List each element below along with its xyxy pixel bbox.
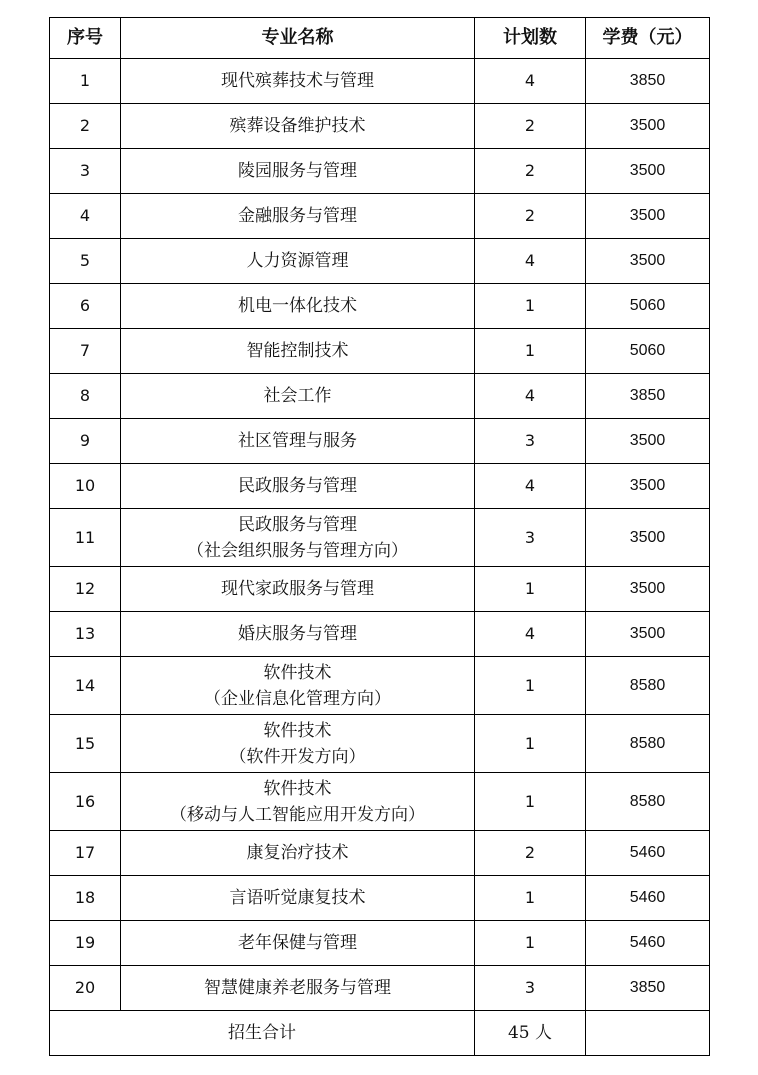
table-row — [50, 329, 710, 374]
tuition-fee: 3500 — [586, 464, 710, 509]
major-name-line: 社会工作 — [263, 386, 332, 406]
major-name — [121, 374, 475, 419]
total-tuition — [586, 1011, 710, 1056]
table-row — [50, 831, 710, 876]
plan-count: 4 — [475, 374, 586, 419]
major-direction-line: （企业信息化管理方向） — [204, 688, 391, 709]
tuition-fee: 5460 — [586, 876, 710, 921]
serial-number: 9 — [50, 419, 121, 464]
plan-count: 1 — [475, 567, 586, 612]
tuition-fee: 8580 — [586, 773, 710, 831]
major-name-line: 智能控制技术 — [246, 341, 349, 361]
table-row — [50, 194, 710, 239]
plan-count: 3 — [475, 509, 586, 567]
major-name-line: 人力资源管理 — [246, 251, 349, 271]
major-name-line: 殡葬设备维护技术 — [229, 116, 366, 136]
major-name — [121, 657, 475, 715]
tuition-fee: 3850 — [586, 966, 710, 1011]
major-name — [121, 509, 475, 567]
major-name-line: 金融服务与管理 — [238, 206, 357, 226]
tuition-fee: 5060 — [586, 329, 710, 374]
serial-number: 6 — [50, 284, 121, 329]
plan-count: 2 — [475, 194, 586, 239]
table-row — [50, 59, 710, 104]
plan-count: 4 — [475, 612, 586, 657]
table-header-row — [50, 18, 710, 59]
header-serial-number: 序号 — [50, 18, 121, 59]
major-name — [121, 59, 475, 104]
major-name-line: 机电一体化技术 — [238, 296, 357, 316]
major-name — [121, 194, 475, 239]
tuition-fee: 8580 — [586, 715, 710, 773]
serial-number: 16 — [50, 773, 121, 831]
major-name — [121, 419, 475, 464]
major-name — [121, 149, 475, 194]
major-name — [121, 284, 475, 329]
plan-count: 3 — [475, 966, 586, 1011]
major-name — [121, 464, 475, 509]
major-name — [121, 831, 475, 876]
tuition-fee: 5460 — [586, 921, 710, 966]
tuition-fee: 5460 — [586, 831, 710, 876]
major-name-line: 智慧健康养老服务与管理 — [204, 978, 391, 998]
serial-number: 3 — [50, 149, 121, 194]
serial-number: 8 — [50, 374, 121, 419]
major-name — [121, 773, 475, 831]
header-plan-count: 计划数 — [475, 18, 586, 59]
table-row — [50, 464, 710, 509]
plan-count: 1 — [475, 329, 586, 374]
table-row — [50, 374, 710, 419]
table-row — [50, 612, 710, 657]
plan-count: 2 — [475, 831, 586, 876]
serial-number: 11 — [50, 509, 121, 567]
plan-count: 1 — [475, 657, 586, 715]
serial-number: 18 — [50, 876, 121, 921]
serial-number: 12 — [50, 567, 121, 612]
plan-count: 4 — [475, 464, 586, 509]
table-row — [50, 966, 710, 1011]
tuition-fee: 3500 — [586, 567, 710, 612]
plan-count: 1 — [475, 876, 586, 921]
table-row — [50, 419, 710, 464]
tuition-fee: 3500 — [586, 149, 710, 194]
tuition-fee: 3500 — [586, 419, 710, 464]
serial-number: 17 — [50, 831, 121, 876]
major-name-line: 老年保健与管理 — [238, 933, 357, 953]
major-name — [121, 329, 475, 374]
header-tuition: 学费（元） — [586, 18, 710, 59]
major-name-line: 民政服务与管理 — [238, 476, 357, 496]
enrollment-plan-table — [49, 17, 710, 1056]
major-direction-line: （软件开发方向） — [229, 746, 366, 767]
tuition-fee: 8580 — [586, 657, 710, 715]
major-name-line: 康复治疗技术 — [246, 843, 349, 863]
major-name-line: 软件技术 — [263, 662, 332, 683]
table-row — [50, 104, 710, 149]
serial-number: 10 — [50, 464, 121, 509]
serial-number: 5 — [50, 239, 121, 284]
major-name — [121, 966, 475, 1011]
serial-number: 4 — [50, 194, 121, 239]
major-name-line: 婚庆服务与管理 — [238, 624, 357, 644]
major-direction-line: （移动与人工智能应用开发方向） — [170, 804, 425, 825]
major-direction-line: （社会组织服务与管理方向） — [187, 540, 408, 561]
serial-number: 1 — [50, 59, 121, 104]
tuition-fee: 3500 — [586, 239, 710, 284]
serial-number: 14 — [50, 657, 121, 715]
serial-number: 7 — [50, 329, 121, 374]
tuition-fee: 3850 — [586, 59, 710, 104]
tuition-fee: 3500 — [586, 194, 710, 239]
major-name — [121, 104, 475, 149]
major-name-line: 现代家政服务与管理 — [221, 579, 374, 599]
major-name-line: 社区管理与服务 — [238, 431, 357, 451]
tuition-fee: 3500 — [586, 612, 710, 657]
serial-number: 20 — [50, 966, 121, 1011]
plan-count: 4 — [475, 239, 586, 284]
major-name — [121, 876, 475, 921]
table-row — [50, 921, 710, 966]
tuition-fee: 3500 — [586, 104, 710, 149]
table-row — [50, 657, 710, 715]
table-row — [50, 715, 710, 773]
plan-count: 1 — [475, 773, 586, 831]
major-name-line: 言语听觉康复技术 — [229, 888, 366, 908]
serial-number: 13 — [50, 612, 121, 657]
serial-number: 15 — [50, 715, 121, 773]
plan-count: 1 — [475, 715, 586, 773]
plan-count: 1 — [475, 921, 586, 966]
table-row — [50, 773, 710, 831]
table-row — [50, 509, 710, 567]
header-major-name: 专业名称 — [121, 18, 475, 59]
tuition-fee: 3500 — [586, 509, 710, 567]
major-name-line: 现代殡葬技术与管理 — [221, 71, 374, 91]
tuition-fee: 5060 — [586, 284, 710, 329]
table-row — [50, 876, 710, 921]
serial-number: 19 — [50, 921, 121, 966]
plan-count: 4 — [475, 59, 586, 104]
major-name — [121, 239, 475, 284]
major-name — [121, 567, 475, 612]
total-row — [50, 1011, 710, 1056]
major-name-line: 软件技术 — [263, 720, 332, 741]
table-row — [50, 567, 710, 612]
plan-count: 3 — [475, 419, 586, 464]
total-plan-count: 45 人 — [475, 1011, 586, 1056]
plan-count: 2 — [475, 149, 586, 194]
table-row — [50, 239, 710, 284]
plan-count: 2 — [475, 104, 586, 149]
plan-count: 1 — [475, 284, 586, 329]
major-name — [121, 612, 475, 657]
major-name — [121, 921, 475, 966]
table-body — [50, 59, 710, 1011]
total-label: 招生合计 — [50, 1011, 475, 1056]
table-row — [50, 284, 710, 329]
table-row — [50, 149, 710, 194]
major-name-line: 陵园服务与管理 — [238, 161, 357, 181]
major-name-line: 民政服务与管理 — [238, 514, 357, 535]
major-name-line: 软件技术 — [263, 778, 332, 799]
tuition-fee: 3850 — [586, 374, 710, 419]
serial-number: 2 — [50, 104, 121, 149]
major-name — [121, 715, 475, 773]
